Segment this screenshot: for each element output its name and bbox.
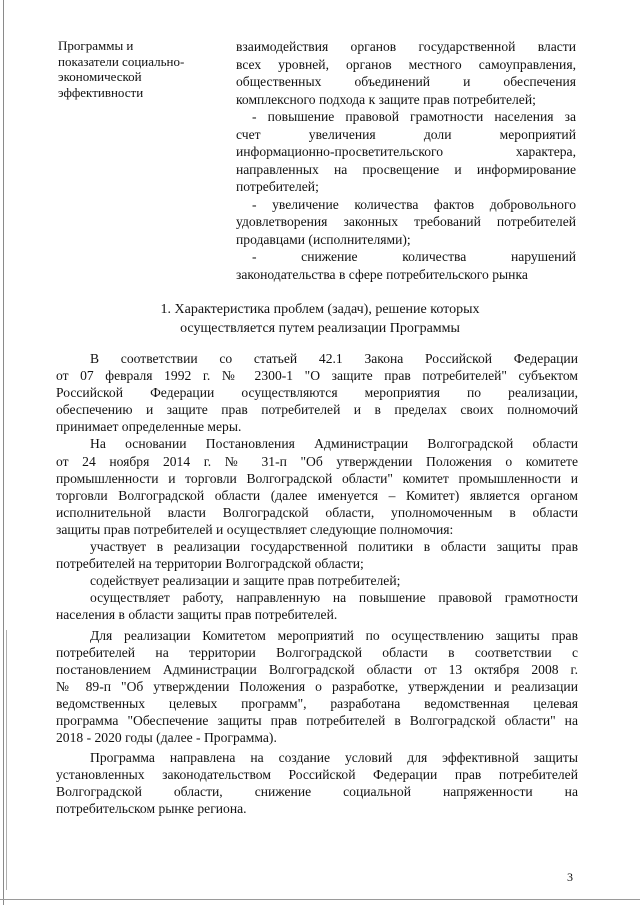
- body-text: [56, 350, 578, 818]
- paragraph-line: Волгоградской области, снижение социальной напряженности на: [56, 784, 578, 800]
- passport-value-line: направленных на просвещение и информирование: [236, 161, 576, 177]
- passport-value-line: информационно-просветительского характера,: [236, 144, 576, 159]
- paragraph-line: программа "Обеспечение защиты прав потребителей в Волгоградской области" на: [56, 712, 578, 728]
- paragraph-line: потребителей на территории Волгоградской области;: [56, 556, 364, 572]
- paragraph-line: ведомственных целевых программ", разработана ведомственная целевая: [56, 695, 578, 711]
- paragraph-line: от 24 ноября 2014 г. № 31-п "Об утверждении Положения о комитете: [56, 453, 578, 469]
- paragraph-line: населения в области защиты прав потребителей.: [56, 607, 338, 623]
- passport-value-line: - повышение правовой грамотности населения за: [252, 109, 576, 124]
- paragraph-line: постановлением Администрации Волгоградской области от 13 октября 2008 г.: [56, 661, 578, 677]
- passport-value-line: удовлетворения законных требований потребителей: [236, 214, 576, 229]
- paragraph-line: осуществляет работу, направленную на повышение правовой грамотности: [90, 590, 578, 606]
- section-title-line: осуществляется путем реализации Программы: [180, 321, 460, 336]
- paragraph-line: установленных законодательством Российской Федерации прав потребителей: [56, 767, 578, 783]
- paragraph-line: Для реализации Комитетом мероприятий по осуществлению защиты прав: [90, 627, 578, 643]
- passport-value-line: комплексного подхода к защите прав потребителей;: [236, 91, 536, 107]
- paragraph-line: Программа направлена на создание условий для эффективной защиты: [90, 750, 578, 766]
- page-number: 3: [567, 870, 573, 884]
- passport-value-line: продавцами (исполнителями);: [236, 231, 411, 247]
- passport-row-value: [236, 38, 576, 283]
- paragraph-line: содействует реализации и защите прав потребителей;: [90, 573, 401, 589]
- passport-value-line: потребителей;: [236, 179, 319, 194]
- paragraph-line: Российской Федерации осуществляются мероприятия по реализации,: [56, 385, 578, 401]
- section-title-line: 1. Характеристика проблем (задач), решение которых: [160, 302, 480, 317]
- passport-value-line: законодательства в сфере потребительского рынка: [236, 266, 528, 282]
- paragraph-line: принимает определенные меры.: [56, 419, 242, 435]
- passport-value-line: взаимодействия органов государственной власти: [236, 39, 576, 54]
- paragraph-line: потребительском рынке региона.: [56, 801, 247, 817]
- passport-row-label: [58, 38, 228, 100]
- paragraph-line: участвует в реализации государственной политики в области защиты прав: [90, 539, 578, 555]
- section-title: [60, 300, 580, 338]
- passport-value-line: общественных объединений и обеспечения: [236, 74, 576, 89]
- passport-label-line: Программы и: [58, 38, 134, 53]
- passport-label-line: эффективности: [58, 84, 144, 100]
- paragraph-line: В соответствии со статьей 42.1 Закона Российской Федерации: [90, 351, 578, 366]
- paragraph-line: потребителей на территории Волгоградской области в соответствии с: [56, 644, 578, 660]
- paragraph-line: исполнительной власти Волгоградской области, уполномоченным в области: [56, 504, 578, 520]
- passport-value-line: - снижение количества нарушений: [252, 249, 576, 264]
- paragraph-line: На основании Постановления Администрации Волгоградской области: [90, 436, 578, 452]
- paragraph-line: 2018 - 2020 годы (далее - Программа).: [56, 730, 277, 746]
- scan-edge-line: [6, 630, 7, 890]
- passport-label-line: показатели социально-: [58, 53, 185, 69]
- passport-value-line: счет увеличения доли мероприятий: [236, 126, 576, 142]
- passport-label-line: экономической: [58, 69, 142, 85]
- scan-edge-line: [0, 899, 640, 900]
- paragraph-line: № 89-п "Об утверждении Положения о разработке, утверждении и реализации: [56, 678, 578, 694]
- scan-edge-line: [3, 0, 4, 905]
- passport-value-line: - увеличение количества фактов добровольного: [252, 196, 576, 212]
- passport-value-line: всех уровней, органов местного самоуправления,: [236, 56, 576, 72]
- paragraph-line: промышленности и торговли Волгоградской области" комитет промышленности и: [56, 470, 578, 486]
- paragraph-line: защиты прав потребителей и осуществляет следующие полномочия:: [56, 521, 454, 537]
- paragraph-line: торговли Волгоградской области (далее именуется – Комитет) является органом: [56, 487, 578, 503]
- paragraph-line: от 07 февраля 1992 г. № 2300-1 "О защите прав потребителей" субъектом: [56, 368, 578, 384]
- paragraph-line: обеспечению и защите прав потребителей и в пределах своих полномочий: [56, 402, 578, 418]
